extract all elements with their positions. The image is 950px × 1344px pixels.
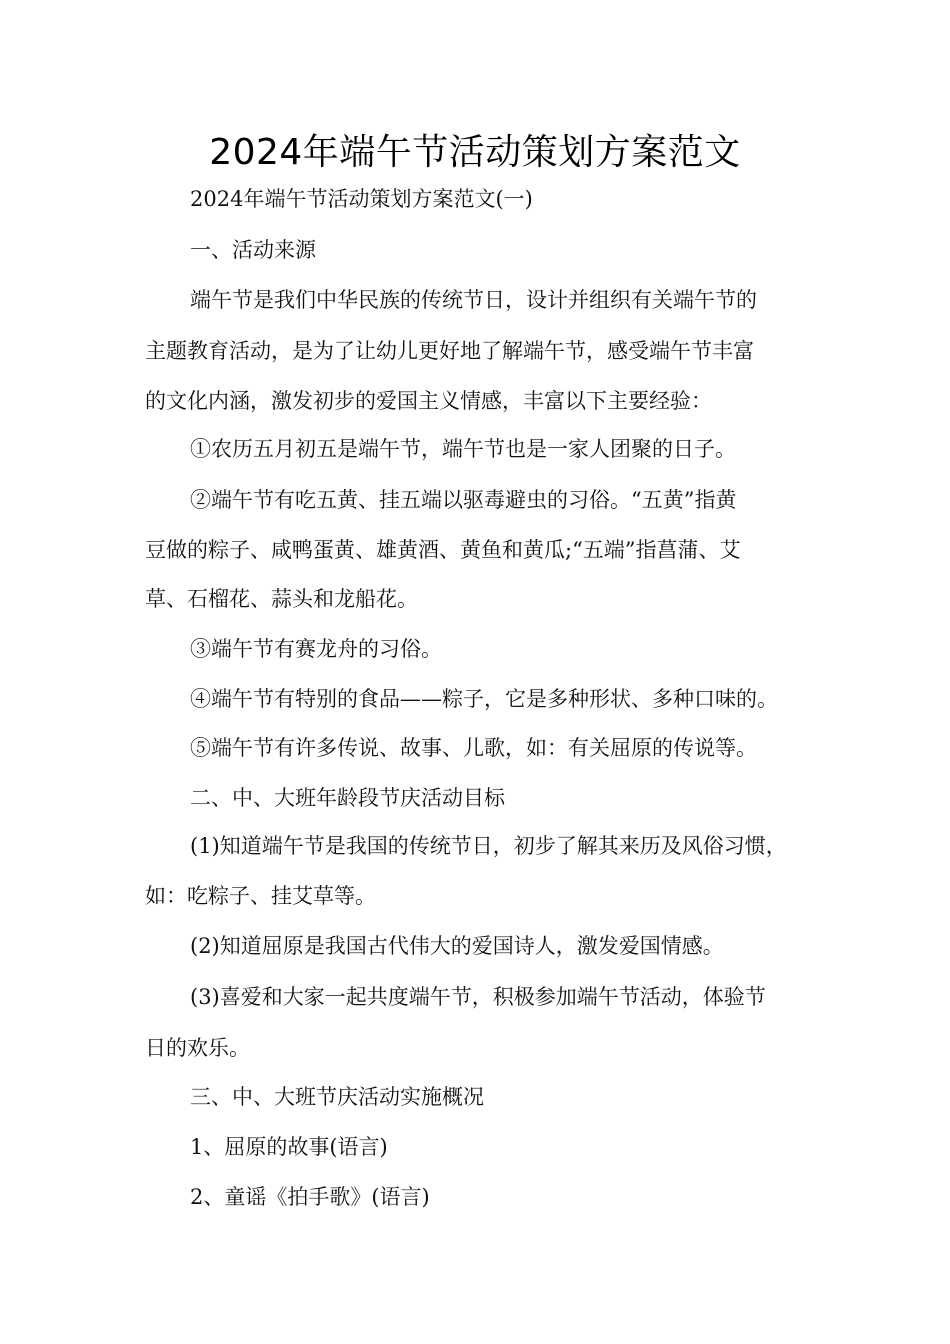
section-heading: 三、中、大班节庆活动实施概况 [190,1085,484,1109]
list-item: ②端午节有吃五黄、挂五端以驱毒避虫的习俗。“五黄”指黄 [190,488,737,512]
paragraph-line: 的文化内涵，激发初步的爱国主义情感，丰富以下主要经验： [145,389,712,413]
goal-item-continuation: 日的欢乐。 [145,1036,250,1060]
section-heading: 一、活动来源 [190,238,316,262]
goal-item: (1)知道端午节是我国的传统节日，初步了解其来历及风俗习惯， [190,834,787,858]
list-item: ③端午节有赛龙舟的习俗。 [190,637,442,661]
list-item: ⑤端午节有许多传说、故事、儿歌，如：有关屈原的传说等。 [190,736,757,760]
paragraph-line: 主题教育活动，是为了让幼儿更好地了解端午节，感受端午节丰富 [145,339,754,363]
activity-item: 1、屈原的故事(语言) [190,1135,388,1159]
goal-item: (3)喜爱和大家一起共度端午节，积极参加端午节活动，体验节 [190,985,766,1009]
goal-item-continuation: 如：吃粽子、挂艾草等。 [145,884,376,908]
list-item-continuation: 草、石榴花、蒜头和龙船花。 [145,587,418,611]
document-title: 2024年端午节活动策划方案范文 [209,132,741,173]
goal-item: (2)知道屈原是我国古代伟大的爱国诗人，激发爱国情感。 [190,934,724,958]
subtitle-line: 2024年端午节活动策划方案范文(一) [190,187,533,211]
list-item: ④端午节有特别的食品——粽子，它是多种形状、多种口味的。 [190,687,778,711]
activity-item: 2、童谣《拍手歌》(语言) [190,1185,430,1209]
section-heading: 二、中、大班年龄段节庆活动目标 [190,786,505,810]
list-item: ①农历五月初五是端午节，端午节也是一家人团聚的日子。 [190,437,736,461]
list-item-continuation: 豆做的粽子、咸鸭蛋黄、雄黄酒、黄鱼和黄瓜;“五端”指菖蒲、艾 [145,538,741,562]
paragraph-line: 端午节是我们中华民族的传统节日，设计并组织有关端午节的 [190,288,757,312]
